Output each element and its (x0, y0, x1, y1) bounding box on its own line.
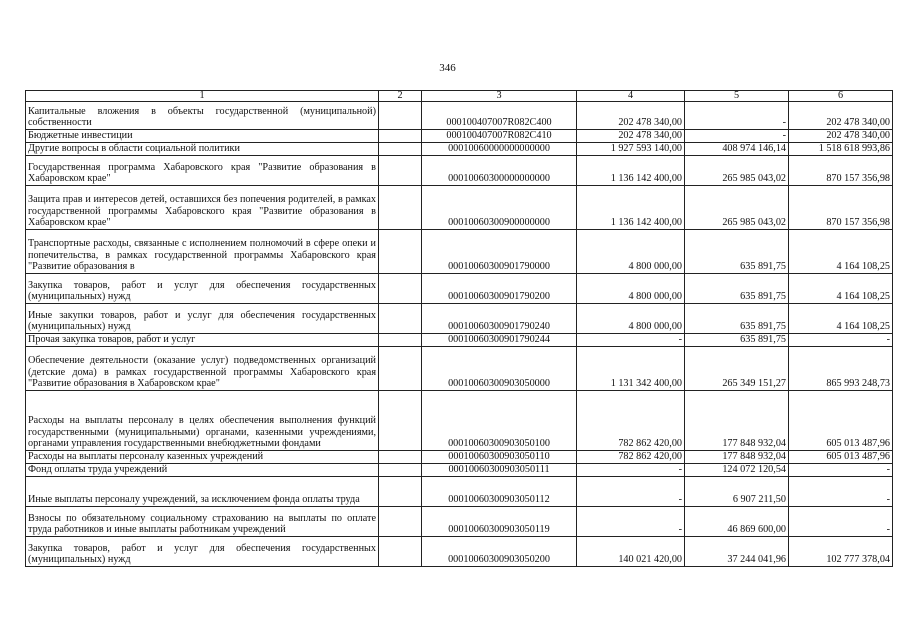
row-code: 00010060300903050200 (422, 537, 577, 567)
column-header-4: 4 (577, 91, 685, 102)
row-name: Государственная программа Хабаровского края "Развитие образования в Хабаровском крае" (26, 156, 379, 186)
row-col2 (379, 537, 422, 567)
budget-table (25, 90, 893, 567)
row-code: 00010060300903050100 (422, 391, 577, 451)
table-row (26, 130, 893, 143)
row-name: Взносы по обязательному социальному страхованию на выплаты по оплате труда работников и иные выплаты работникам учреждений (26, 507, 379, 537)
row-code: 00010060300901790200 (422, 274, 577, 304)
row-value-col4: 782 862 420,00 (577, 391, 685, 451)
row-code: 00010060300901790000 (422, 230, 577, 274)
row-value-col4: 140 021 420,00 (577, 537, 685, 567)
row-code: 00010060000000000000 (422, 143, 577, 156)
row-col2 (379, 156, 422, 186)
table-row (26, 156, 893, 186)
row-value-col5: 37 244 041,96 (685, 537, 789, 567)
row-value-col5: 6 907 211,50 (685, 477, 789, 507)
row-value-col5: 265 985 043,02 (685, 156, 789, 186)
table-row (26, 334, 893, 347)
row-name: Транспортные расходы, связанные с исполнением полномочий в сфере опеки и попечительства, в рамках государственной программы Хабаровского края "Развитие образования в (26, 230, 379, 274)
row-value-col5: 408 974 146,14 (685, 143, 789, 156)
table-row (26, 537, 893, 567)
page-number: 346 (439, 62, 456, 74)
row-value-col5: 635 891,75 (685, 274, 789, 304)
row-value-col5: - (685, 130, 789, 143)
row-code: 000100407007R082C410 (422, 130, 577, 143)
row-code: 000100407007R082C400 (422, 102, 577, 130)
row-name: Фонд оплаты труда учреждений (26, 464, 379, 477)
column-header-6: 6 (789, 91, 893, 102)
row-name: Прочая закупка товаров, работ и услуг (26, 334, 379, 347)
row-value-col4: 782 862 420,00 (577, 451, 685, 464)
table-row (26, 304, 893, 334)
row-name: Иные выплаты персоналу учреждений, за исключением фонда оплаты труда (26, 477, 379, 507)
table-row (26, 507, 893, 537)
table-row (26, 391, 893, 451)
row-value-col6: 102 777 378,04 (789, 537, 893, 567)
row-col2 (379, 274, 422, 304)
row-col2 (379, 477, 422, 507)
row-code: 00010060300000000000 (422, 156, 577, 186)
row-code: 00010060300901790244 (422, 334, 577, 347)
row-name: Закупка товаров, работ и услуг для обеспечения государственных (муниципальных) нужд (26, 537, 379, 567)
row-code: 00010060300903050111 (422, 464, 577, 477)
row-col2 (379, 391, 422, 451)
table-row (26, 347, 893, 391)
row-value-col5: 177 848 932,04 (685, 391, 789, 451)
row-value-col6: 865 993 248,73 (789, 347, 893, 391)
row-code: 00010060300903050000 (422, 347, 577, 391)
row-name: Обеспечение деятельности (оказание услуг) подведомственных организаций (детские дома) в рамках государственной программы Хабаровского края "Развитие образования в Хабаровском крае" (26, 347, 379, 391)
row-value-col4: 1 136 142 400,00 (577, 186, 685, 230)
row-col2 (379, 334, 422, 347)
row-col2 (379, 130, 422, 143)
column-header-5: 5 (685, 91, 789, 102)
column-header-2: 2 (379, 91, 422, 102)
row-value-col4: - (577, 477, 685, 507)
table-row (26, 464, 893, 477)
row-value-col6: 870 157 356,98 (789, 186, 893, 230)
row-name: Защита прав и интересов детей, оставшихся без попечения родителей, в рамках государственной программы Хабаровского края "Развитие образования в Хабаровском крае" (26, 186, 379, 230)
column-header-3: 3 (422, 91, 577, 102)
row-value-col5: 265 349 151,27 (685, 347, 789, 391)
row-value-col6: 4 164 108,25 (789, 274, 893, 304)
row-value-col4: - (577, 464, 685, 477)
row-name: Иные закупки товаров, работ и услуг для обеспечения государственных (муниципальных) нужд (26, 304, 379, 334)
table-row (26, 451, 893, 464)
column-header-1: 1 (26, 91, 379, 102)
row-name: Закупка товаров, работ и услуг для обеспечения государственных (муниципальных) нужд (26, 274, 379, 304)
row-col2 (379, 347, 422, 391)
row-value-col6: 4 164 108,25 (789, 304, 893, 334)
row-name: Бюджетные инвестиции (26, 130, 379, 143)
row-code: 00010060300901790240 (422, 304, 577, 334)
row-col2 (379, 451, 422, 464)
table-header-row (26, 91, 893, 102)
row-value-col5: 635 891,75 (685, 334, 789, 347)
row-value-col6: - (789, 334, 893, 347)
row-value-col6: 870 157 356,98 (789, 156, 893, 186)
row-value-col6: 4 164 108,25 (789, 230, 893, 274)
row-col2 (379, 143, 422, 156)
row-value-col4: - (577, 507, 685, 537)
row-value-col5: 265 985 043,02 (685, 186, 789, 230)
row-value-col6: 605 013 487,96 (789, 451, 893, 464)
row-value-col4: 1 136 142 400,00 (577, 156, 685, 186)
row-value-col4: 4 800 000,00 (577, 274, 685, 304)
row-code: 00010060300903050119 (422, 507, 577, 537)
row-value-col5: 177 848 932,04 (685, 451, 789, 464)
row-value-col6: - (789, 464, 893, 477)
row-value-col6: 1 518 618 993,86 (789, 143, 893, 156)
row-col2 (379, 304, 422, 334)
table-row (26, 186, 893, 230)
row-value-col5: 635 891,75 (685, 230, 789, 274)
row-value-col4: 4 800 000,00 (577, 230, 685, 274)
row-name: Капитальные вложения в объекты государственной (муниципальной) собственности (26, 102, 379, 130)
row-col2 (379, 186, 422, 230)
row-code: 00010060300903050110 (422, 451, 577, 464)
table-row (26, 274, 893, 304)
row-value-col5: - (685, 102, 789, 130)
row-code: 00010060300900000000 (422, 186, 577, 230)
row-value-col4: - (577, 334, 685, 347)
row-name: Другие вопросы в области социальной политики (26, 143, 379, 156)
table-row (26, 477, 893, 507)
row-value-col5: 124 072 120,54 (685, 464, 789, 477)
row-name: Расходы на выплаты персоналу в целях обеспечения выполнения функций государственными (муниципальными) органами, казенными учреждениями, органами управления государственными внебюджетными фондами (26, 391, 379, 451)
row-value-col5: 635 891,75 (685, 304, 789, 334)
table-row (26, 102, 893, 130)
row-value-col4: 1 927 593 140,00 (577, 143, 685, 156)
row-value-col4: 202 478 340,00 (577, 102, 685, 130)
row-value-col5: 46 869 600,00 (685, 507, 789, 537)
row-value-col6: - (789, 507, 893, 537)
row-value-col6: 605 013 487,96 (789, 391, 893, 451)
row-value-col4: 4 800 000,00 (577, 304, 685, 334)
row-col2 (379, 507, 422, 537)
row-col2 (379, 102, 422, 130)
row-value-col6: 202 478 340,00 (789, 130, 893, 143)
table-row (26, 143, 893, 156)
row-value-col4: 1 131 342 400,00 (577, 347, 685, 391)
row-name: Расходы на выплаты персоналу казенных учреждений (26, 451, 379, 464)
row-value-col6: - (789, 477, 893, 507)
table-row (26, 230, 893, 274)
row-col2 (379, 464, 422, 477)
row-value-col4: 202 478 340,00 (577, 130, 685, 143)
row-col2 (379, 230, 422, 274)
row-value-col6: 202 478 340,00 (789, 102, 893, 130)
row-code: 00010060300903050112 (422, 477, 577, 507)
